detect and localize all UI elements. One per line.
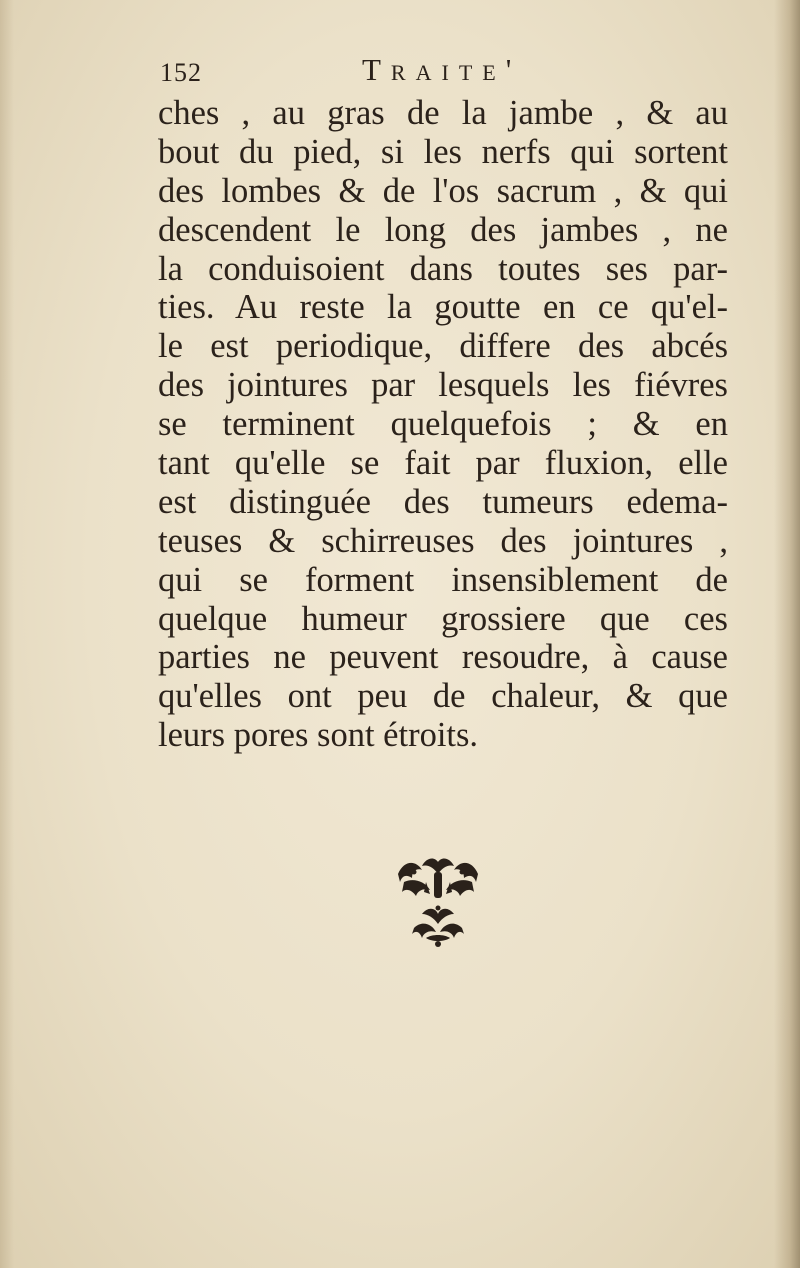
text-line: des lombes & de l'os sacrum , & qui xyxy=(158,171,728,210)
body-text xyxy=(158,94,728,755)
text-line: descendent le long des jambes , ne xyxy=(158,210,728,249)
text-line: bout du pied, si les nerfs qui sortent xyxy=(158,132,728,171)
text-line: qui se forment insensiblement de xyxy=(158,560,728,599)
page-right-edge-shadow xyxy=(774,0,800,1268)
text-line: parties ne peuvent resoudre, à cause xyxy=(158,638,728,677)
text-line-last: leurs pores sont étroits. xyxy=(158,716,479,755)
text-line: ches , au gras de la jambe , & au xyxy=(158,94,728,132)
running-head: Traite' xyxy=(362,52,522,87)
text-line: qu'elles ont peu de chaleur, & que xyxy=(158,677,728,716)
text-line: tant qu'elle se fait par fluxion, elle xyxy=(158,444,728,483)
page-header xyxy=(150,50,730,94)
text-line: quelque humeur grossiere que ces xyxy=(158,599,728,638)
page-left-edge-shadow xyxy=(0,0,14,1268)
text-line: teuses & schirreuses des jointures , xyxy=(158,521,728,560)
text-line: des jointures par lesquels les fiévres xyxy=(158,366,728,405)
text-line: est distinguée des tumeurs edema- xyxy=(158,482,728,521)
fleuron-ornament-icon xyxy=(378,852,498,952)
text-line: se terminent quelquefois ; & en xyxy=(158,405,728,444)
text-line: ties. Au reste la goutte en ce qu'el- xyxy=(158,288,728,327)
text-line: le est periodique, differe des abcés xyxy=(158,327,728,366)
text-line: la conduisoient dans toutes ses par- xyxy=(158,249,728,288)
page-number: 152 xyxy=(160,58,202,87)
